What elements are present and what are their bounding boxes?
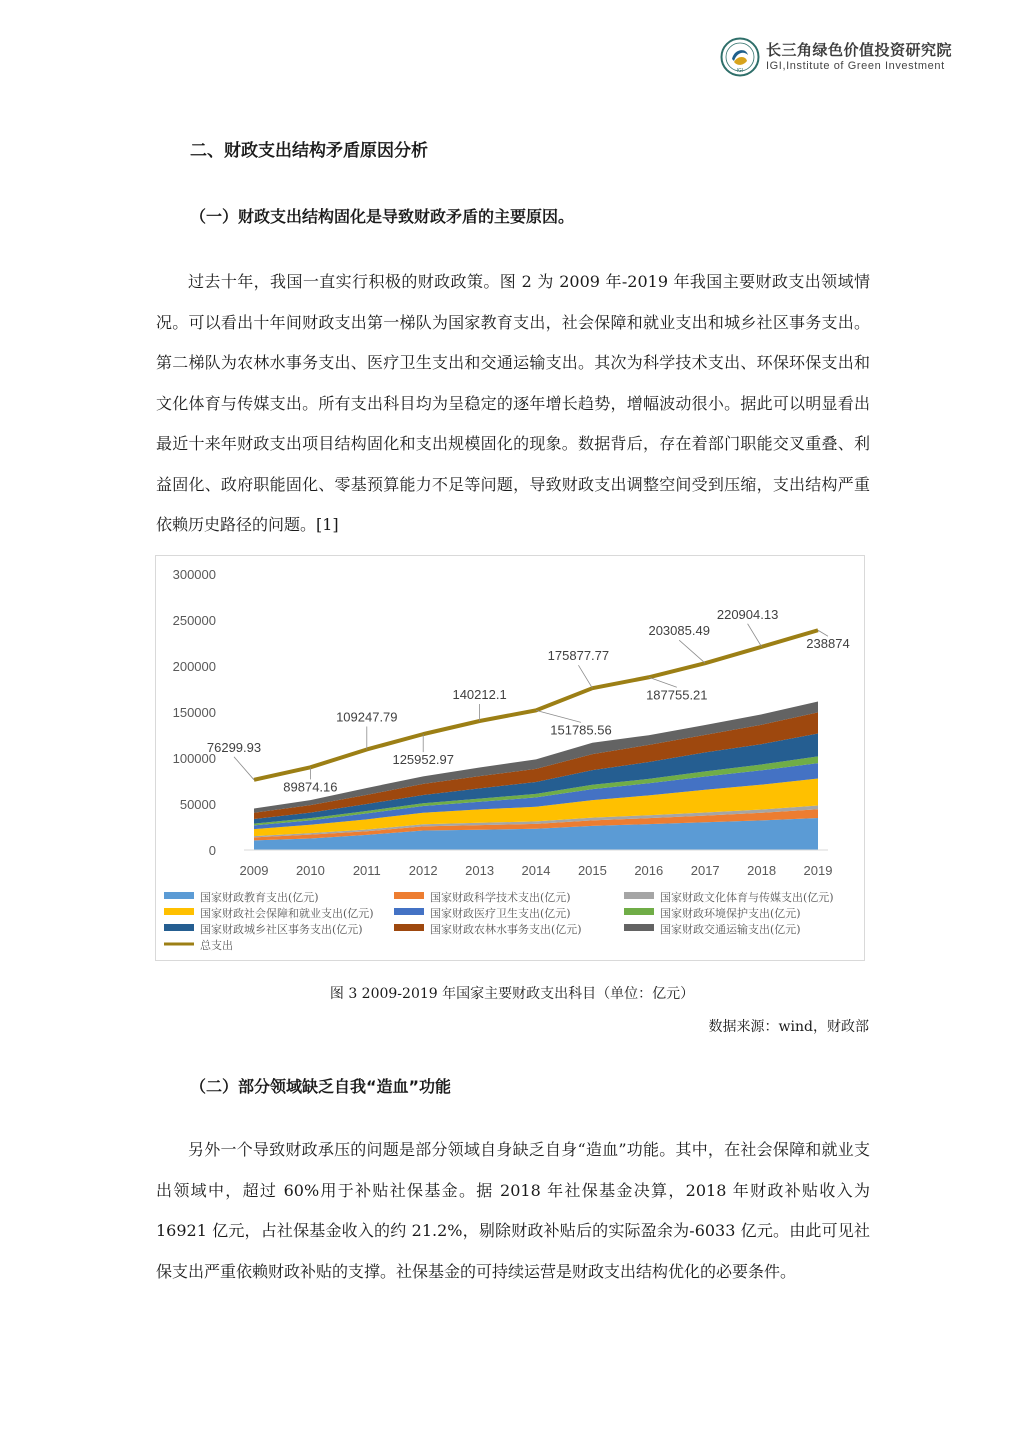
legend-swatch (394, 924, 424, 931)
subsection-title-2: （二）部分领域缺乏自我“造血”功能 (190, 1077, 452, 1096)
legend-label: 国家财政交通运输支出(亿元) (660, 923, 801, 936)
y-tick-label: 250000 (172, 613, 216, 628)
legend-label: 国家财政文化体育与传媒支出(亿元) (660, 891, 834, 904)
legend-label: 国家财政医疗卫生支出(亿元) (430, 907, 571, 920)
data-label: 89874.16 (283, 779, 338, 795)
x-tick-label: 2010 (295, 863, 325, 878)
x-tick-label: 2012 (408, 863, 438, 878)
data-label-leader (234, 757, 254, 780)
y-tick-label: 0 (208, 843, 216, 858)
x-tick-label: 2009 (239, 863, 269, 878)
data-label-leader (536, 710, 581, 722)
legend-swatch (624, 892, 654, 899)
data-label: 76299.93 (206, 739, 262, 755)
x-tick-label: 2015 (577, 863, 607, 878)
legend-label: 国家财政城乡社区事务支出(亿元) (200, 923, 363, 936)
legend-swatch (624, 924, 654, 931)
paragraph-1: 过去十年，我国一直实行积极的财政政策。图 2 为 2009 年-2019 年我国主要财政支出领域情况。可以看出十年间财政支出第一梯队为国家教育支出，社会保障和就业支出和城乡社区事务支出。第二梯队为农林水事务支出、医疗卫生支出和交通运输支出。其次为科学技术支出、环保环保支出和文化体育与传媒支出。所有支出科目均为呈稳定的逐年增长趋势，增幅波动很小。据此可以明显看出最近十来年财政支出项目结构固化和支出规模固化的现象。数据背后，存在着部门职能交叉重叠、利益固化、政府职能固化、零基预算能力不足等问题，导致财政支出调整空间受到压缩，支出结构严重依赖历史路径的问题。[1] (156, 272, 870, 534)
svg-text:IGI: IGI (736, 68, 744, 74)
x-tick-label: 2013 (465, 863, 495, 878)
logo-chinese-name: 长三角绿色价值投资研究院 (766, 41, 953, 59)
x-tick-label: 2017 (690, 863, 720, 878)
legend-swatch (394, 908, 424, 915)
data-label: 238874 (806, 636, 850, 652)
institute-logo-icon (720, 37, 760, 77)
y-tick-label: 50000 (179, 797, 216, 812)
data-label-leader (679, 640, 705, 663)
expenditure-chart (155, 555, 865, 961)
legend-swatch (164, 892, 194, 899)
data-label: 109247.79 (336, 709, 398, 725)
subsection-title-1: （一）财政支出结构固化是导致财政矛盾的主要原因。 (190, 207, 575, 226)
x-tick-label: 2014 (521, 863, 551, 878)
legend-swatch (164, 908, 194, 915)
legend-swatch (164, 924, 194, 931)
section-title: 二、财政支出结构矛盾原因分析 (190, 141, 428, 161)
logo-english-name: IGI,Institute of Green Investment (766, 60, 945, 72)
chart-source: 数据来源：wind，财政部 (708, 1019, 869, 1035)
data-label: 140212.1 (452, 687, 507, 703)
x-tick-label: 2019 (803, 863, 833, 878)
x-tick-label: 2011 (352, 863, 381, 878)
legend-label: 国家财政科学技术支出(亿元) (430, 891, 571, 904)
data-label: 220904.13 (716, 606, 779, 622)
legend-label: 国家财政社会保障和就业支出(亿元) (200, 907, 374, 920)
paragraph-2: 另外一个导致财政承压的问题是部分领域自身缺乏自身“造血”功能。其中，在社会保障和就业支出领域中，超过 60%用于补贴社保基金。据 2018 年社保基金决算，2018 年财政补贴收入为 16921 亿元，占社保基金收入的约 21.2%，剔除财政补贴后的实际盈余为-6033 亿元。由此可见社保支出严重依赖财政补贴的支撑。社保基金的可持续运营是财政支出结构优化的必要条件。 (156, 1140, 870, 1281)
data-label: 203085.49 (648, 623, 710, 639)
legend-label: 国家财政教育支出(亿元) (200, 891, 319, 904)
data-label: 175877.77 (547, 648, 610, 664)
data-label: 187755.21 (646, 687, 708, 703)
institute-logo (720, 36, 980, 78)
chart-caption: 图 3 2009-2019 年国家主要财政支出科目（单位：亿元） (329, 986, 695, 1002)
data-label: 125952.97 (392, 752, 454, 768)
x-tick-label: 2018 (747, 863, 777, 878)
legend-label: 国家财政农林水事务支出(亿元) (430, 923, 582, 936)
data-label-leader (578, 665, 592, 688)
legend-swatch (394, 892, 424, 899)
y-tick-label: 150000 (172, 705, 216, 720)
y-tick-label: 300000 (172, 567, 216, 582)
x-tick-label: 2016 (634, 863, 664, 878)
data-label-leader (748, 624, 762, 647)
legend-swatch (624, 908, 654, 915)
y-tick-label: 200000 (172, 659, 216, 674)
chart-svg (156, 556, 864, 960)
data-label: 151785.56 (550, 722, 612, 738)
data-label-leader (649, 677, 677, 687)
legend-label: 国家财政环境保护支出(亿元) (660, 907, 801, 920)
legend-label: 总支出 (200, 939, 233, 952)
y-tick-label: 100000 (172, 751, 216, 766)
